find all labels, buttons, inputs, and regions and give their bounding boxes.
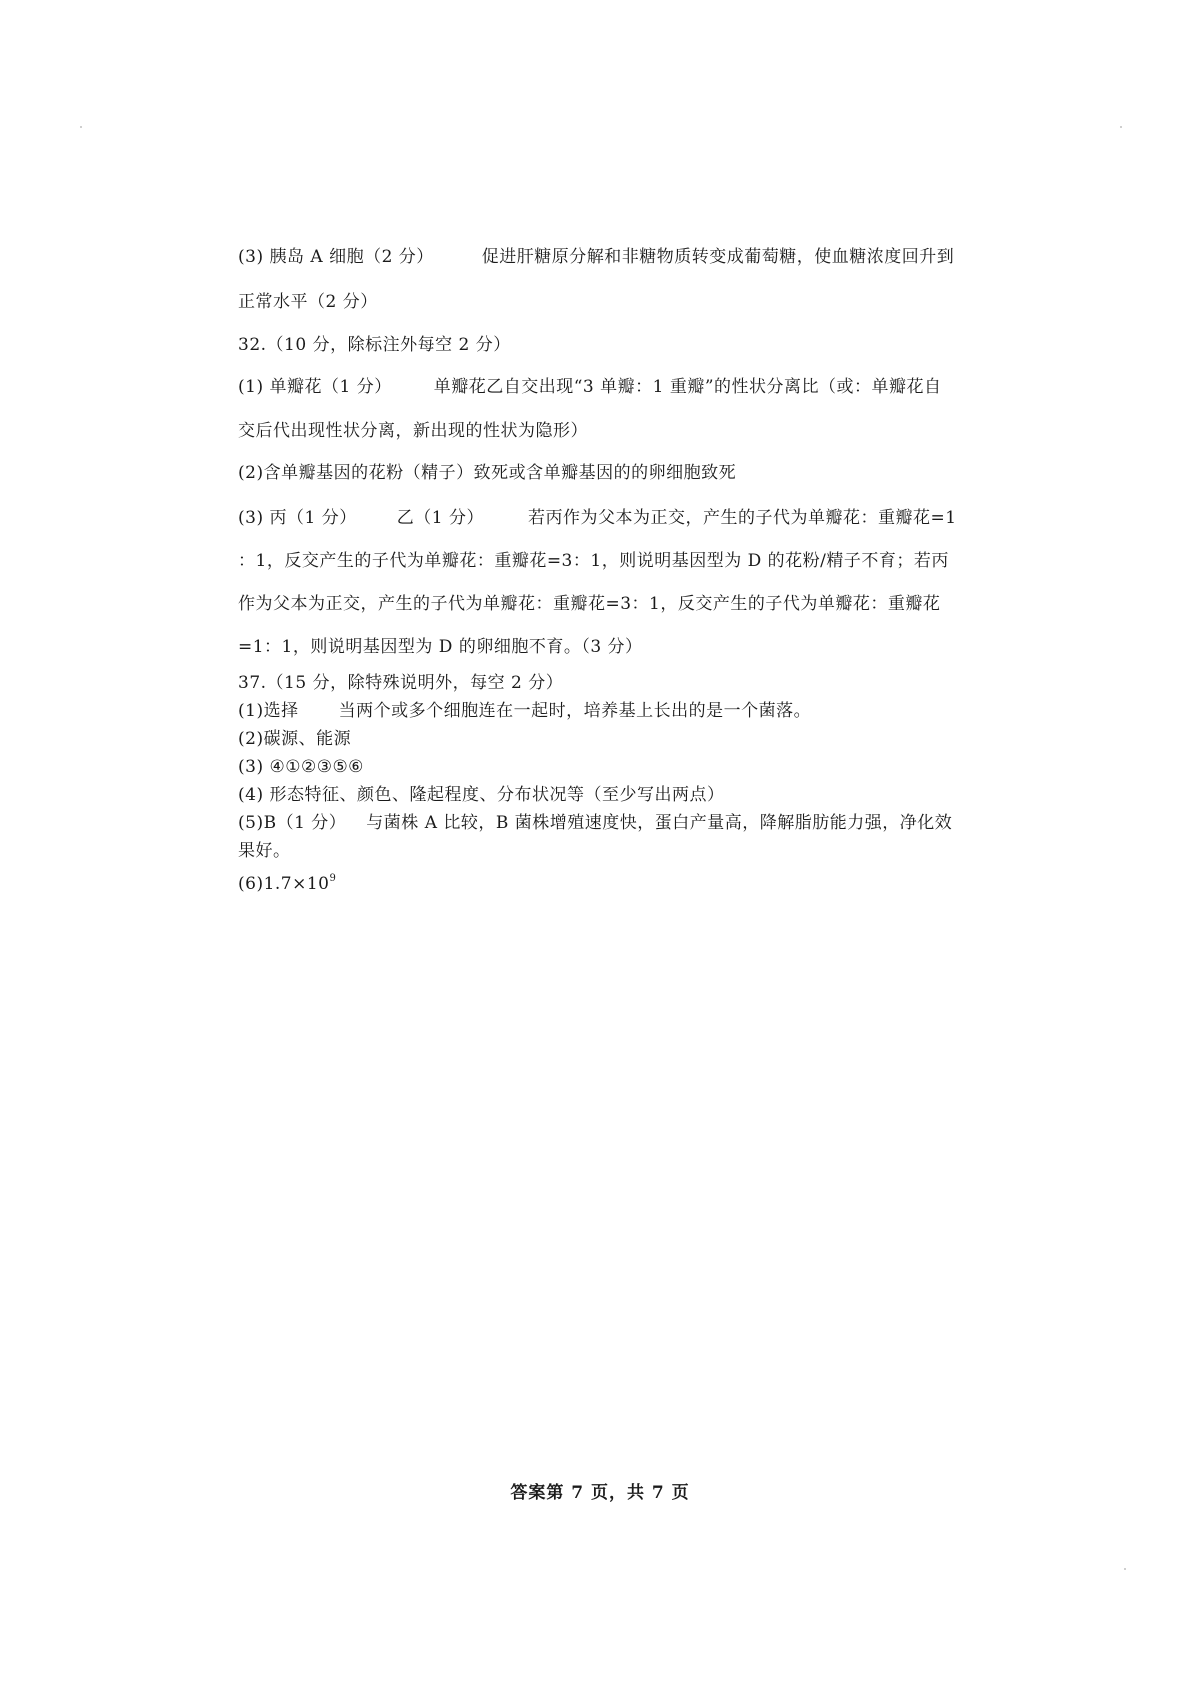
q32-part3-continuation-1: ：1，反交产生的子代为单瓣花：重瓣花=3：1，则说明基因型为 D 的花粉/精子不育；若丙 bbox=[238, 551, 949, 571]
q37-part2: (2)碳源、能源 bbox=[238, 729, 352, 749]
q32-part1-text: 单瓣花乙自交出现“3 单瓣：1 重瓣”的性状分离比（或：单瓣花自 bbox=[433, 377, 942, 397]
q31-part3-line bbox=[238, 246, 954, 268]
q37-part6 bbox=[238, 868, 336, 895]
q37-part1-label: (1)选择 bbox=[238, 701, 299, 721]
q37-part6-base: (6)1.7×10 bbox=[238, 874, 330, 894]
q32-part1-continuation: 交后代出现性状分离，新出现的性状为隐形） bbox=[238, 421, 588, 441]
q32-part2: (2)含单瓣基因的花粉（精子）致死或含单瓣基因的的卵细胞致死 bbox=[238, 463, 737, 483]
q37-part5-label: (5)B（1 分） bbox=[238, 813, 347, 833]
q32-part3-label-b: 乙（1 分） bbox=[396, 508, 484, 528]
q37-header: 37.（15 分，除特殊说明外，每空 2 分） bbox=[238, 673, 564, 693]
page-footer: 答案第 7 页，共 7 页 bbox=[510, 1483, 690, 1503]
q32-part3-continuation-2: 作为父本为正交，产生的子代为单瓣花：重瓣花=3：1，反交产生的子代为单瓣花：重瓣花 bbox=[238, 594, 941, 614]
q37-part1-text: 当两个或多个细胞连在一起时，培养基上长出的是一个菌落。 bbox=[338, 701, 812, 721]
q32-header: 32.（10 分，除标注外每空 2 分） bbox=[238, 335, 511, 355]
scan-speck bbox=[1124, 1568, 1126, 1570]
q32-part3-text: 若丙作为父本为正交，产生的子代为单瓣花：重瓣花=1 bbox=[527, 508, 957, 528]
scan-speck bbox=[1120, 126, 1122, 128]
q31-part3-continuation: 正常水平（2 分） bbox=[238, 292, 378, 312]
q31-part3-text: 促进肝糖原分解和非糖物质转变成葡萄糖，使血糖浓度回升到 bbox=[481, 247, 955, 267]
q32-part3-line bbox=[238, 507, 957, 529]
q32-part1-line bbox=[238, 376, 942, 398]
q32-part3-continuation-3: =1：1，则说明基因型为 D 的卵细胞不育。（3 分） bbox=[238, 637, 643, 657]
q37-part1-line bbox=[238, 700, 811, 722]
q32-part1-label: (1) 单瓣花（1 分） bbox=[238, 377, 392, 397]
q37-part4: (4) 形态特征、颜色、隆起程度、分布状况等（至少写出两点） bbox=[238, 785, 725, 805]
q37-part6-exponent: 9 bbox=[329, 873, 337, 884]
q32-part3-label-a: (3) 丙（1 分） bbox=[238, 508, 357, 528]
q37-part5-text: 与菌株 A 比较，B 菌株增殖速度快，蛋白产量高，降解脂肪能力强，净化效 bbox=[366, 813, 953, 833]
scan-speck bbox=[80, 126, 82, 128]
q37-part5-line bbox=[238, 812, 952, 834]
q37-part5-continuation: 果好。 bbox=[238, 841, 291, 861]
q31-part3-label: (3) 胰岛 A 细胞（2 分） bbox=[238, 247, 434, 267]
q37-part3: (3) ④①②③⑤⑥ bbox=[238, 757, 364, 777]
